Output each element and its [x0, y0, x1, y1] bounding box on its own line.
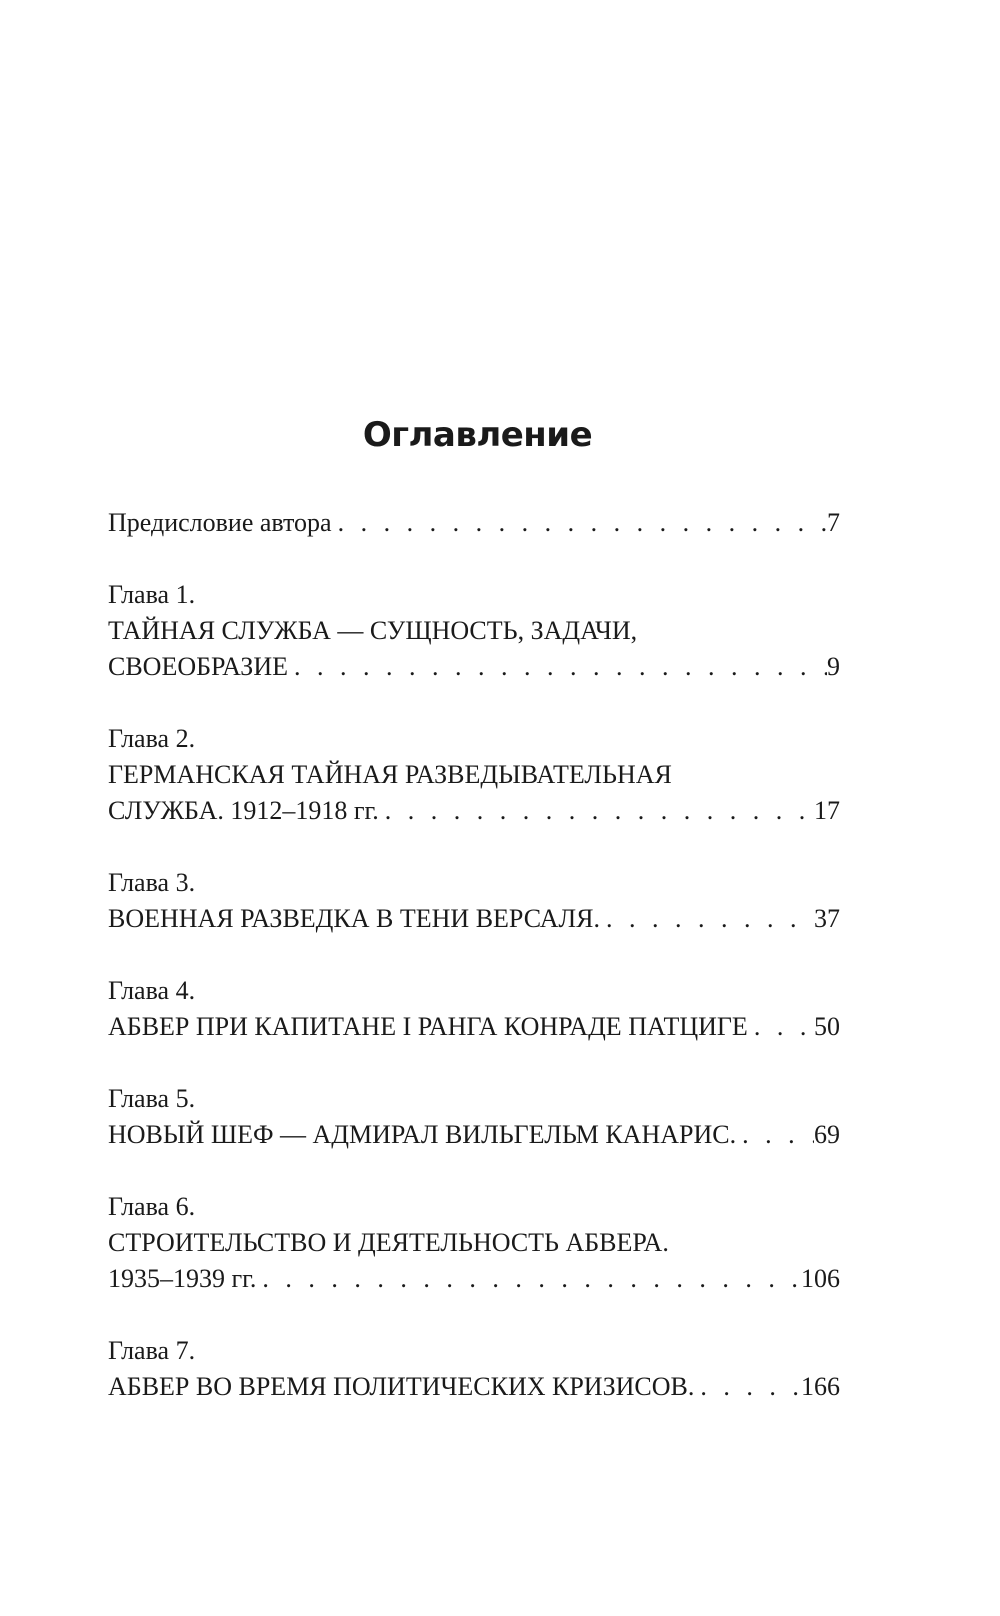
page-number: 9 — [827, 652, 840, 681]
chapter-title-last-line: ВОЕННАЯ РАЗВЕДКА В ТЕНИ ВЕРСАЛЯ. — [108, 904, 600, 933]
chapter-label: Глава 6. — [108, 1192, 196, 1221]
chapter-label: Глава 5. — [108, 1084, 196, 1113]
chapter-title-last-line: НОВЫЙ ШЕФ — АДМИРАЛ ВИЛЬГЕЛЬМ КАНАРИС. — [108, 1120, 737, 1149]
chapter-title-last-line: 1935–1939 гг. — [108, 1264, 257, 1293]
page-number: 17 — [814, 796, 840, 825]
toc-entry-line — [108, 649, 840, 685]
toc-entry-chapter-5 — [108, 1081, 840, 1153]
page-number: 106 — [801, 1264, 840, 1293]
toc-entry-preface — [108, 505, 840, 541]
toc-entry-line — [108, 505, 840, 541]
chapter-label: Глава 3. — [108, 868, 196, 897]
toc-entry-chapter-2 — [108, 721, 840, 829]
dot-leader — [379, 793, 814, 829]
chapter-label: Глава 4. — [108, 976, 196, 1005]
chapter-label: Глава 2. — [108, 724, 196, 753]
toc-entry-line — [108, 793, 840, 829]
toc-entry-chapter-3 — [108, 865, 840, 937]
chapter-title-last-line: АБВЕР ВО ВРЕМЯ ПОЛИТИЧЕСКИХ КРИЗИСОВ. — [108, 1372, 695, 1401]
toc-entry-line — [108, 901, 840, 937]
toc-entry-line — [108, 1369, 840, 1405]
page-number: 37 — [814, 904, 840, 933]
toc-entry-chapter-6 — [108, 1189, 840, 1297]
chapter-title-line: ГЕРМАНСКАЯ ТАЙНАЯ РАЗВЕДЫВАТЕЛЬНАЯ — [108, 760, 672, 789]
page-number: 50 — [814, 1012, 840, 1041]
chapter-title-last-line: СВОЕОБРАЗИЕ — [108, 652, 288, 681]
toc-entry-title: Предисловие автора — [108, 508, 332, 537]
chapter-title-last-line: АБВЕР ПРИ КАПИТАНЕ I РАНГА КОНРАДЕ ПАТЦИГЕ — [108, 1012, 748, 1041]
chapter-label: Глава 7. — [108, 1336, 196, 1365]
toc-entry-line — [108, 1261, 840, 1297]
page-number: 166 — [801, 1372, 840, 1401]
chapter-title-line: СТРОИТЕЛЬСТВО И ДЕЯТЕЛЬНОСТЬ АБВЕРА. — [108, 1228, 669, 1257]
chapter-label: Глава 1. — [108, 580, 196, 609]
dot-leader — [736, 1117, 814, 1153]
dot-leader — [748, 1009, 814, 1045]
table-of-contents — [108, 505, 840, 1405]
toc-entry-chapter-4 — [108, 973, 840, 1045]
toc-entry-chapter-7 — [108, 1333, 840, 1405]
dot-leader — [332, 505, 827, 541]
page-title: Оглавление — [362, 415, 593, 455]
toc-entry-line — [108, 1117, 840, 1153]
dot-leader — [288, 649, 827, 685]
dot-leader — [694, 1369, 801, 1405]
toc-entry-line — [108, 1009, 840, 1045]
page-number: 69 — [814, 1120, 840, 1149]
page-number: 7 — [827, 508, 840, 537]
dot-leader — [600, 901, 814, 937]
dot-leader — [256, 1261, 801, 1297]
chapter-title-last-line: СЛУЖБА. 1912–1918 гг. — [108, 796, 379, 825]
chapter-title-line: ТАЙНАЯ СЛУЖБА — СУЩНОСТЬ, ЗАДАЧИ, — [108, 616, 638, 645]
toc-entry-chapter-1 — [108, 577, 840, 685]
